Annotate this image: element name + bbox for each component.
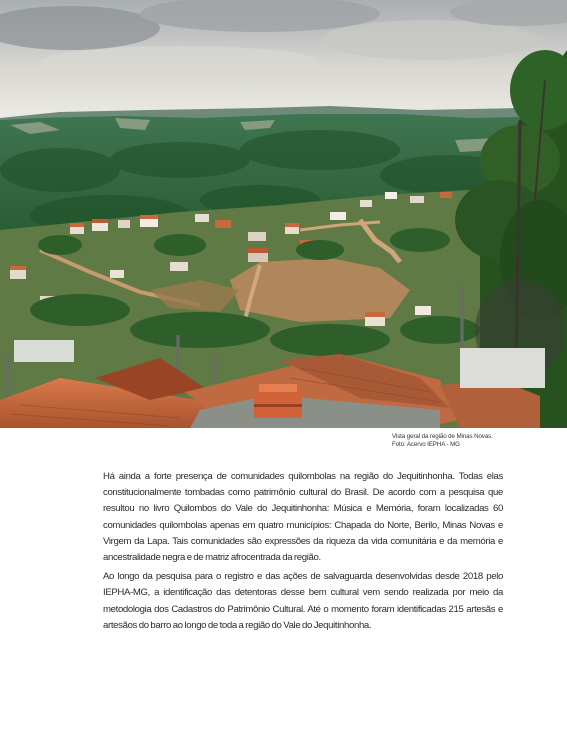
photo-caption bbox=[392, 433, 552, 449]
paragraph-1: Há ainda a forte presença de comunidades quilombolas na região do Jequitinhonha. Todas elas constitucionalmente tombadas como patrimônio cultural do Brasil. De acordo com a pesquisa que resultou no livro Quilombos do Vale do Jequitinhonha: Música e Memória, foram localizadas 60 comunidades quilombolas apenas em quatro municípios: Chapada do Norte, Berilo, Minas Novas e Virgem da Lapa. Tais comunidades são expressões da riqueza da vida comunitária e da memória e ancestralidade negra e de matriz afrocentrada da região. bbox=[103, 471, 503, 564]
paragraph-2: Ao longo da pesquisa para o registro e das ações de salvaguarda desenvolvidas desde 2018 pelo IEPHA-MG, a identificação das detentoras desse bem cultural vem sendo realizada por meio da metodologia dos Cadastros do Patrimônio Cultural. Até o momento foram identificadas 215 artesãs e artesãos do barro ao longo de toda a região do Vale do Jequitinhonha. bbox=[103, 571, 503, 631]
body-text bbox=[103, 469, 503, 637]
caption-line-2: Foto: Acervo IEPHA - MG bbox=[392, 441, 460, 448]
caption-line-1: Vista geral da região de Minas Novas. bbox=[392, 433, 493, 440]
